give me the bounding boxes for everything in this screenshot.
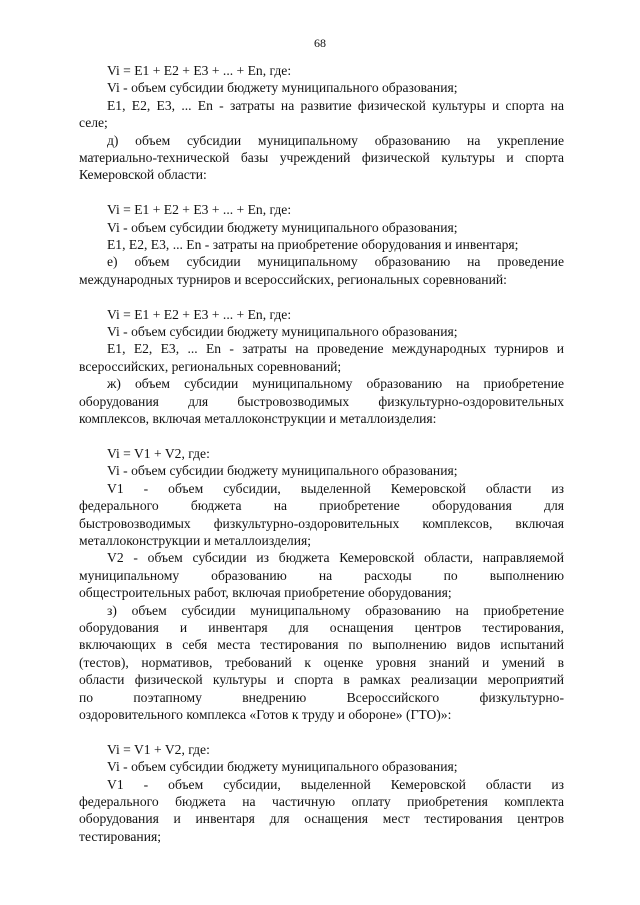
text-line: Vi = E1 + E2 + E3 + ... + En, где: xyxy=(107,63,292,78)
text-line: оборудования для быстровозводимых физкультурно-оздоровительных xyxy=(79,393,564,409)
text-line: быстровозводимых физкультурно-оздоровительных комплексов, включая xyxy=(79,515,564,531)
page-number: 68 xyxy=(314,36,326,50)
text-line: V1 - объем субсидии, выделенной Кемеровской области из xyxy=(107,480,564,496)
text-line: федерального бюджета на частичную оплату приобретения комплекта xyxy=(79,794,564,809)
text-line: Vi - объем субсидии бюджету муниципального образования; xyxy=(107,80,458,96)
text-line: области физической культуры и спорта в рамках реализации мероприятий xyxy=(79,672,564,688)
text-line: включающих в себя места тестирования по выполнению видов испытаний xyxy=(79,637,564,653)
text-line: Vi = V1 + V2, где: xyxy=(107,445,210,461)
blank-line xyxy=(79,288,564,305)
text-line: д) объем субсидии муниципальному образованию на укрепление xyxy=(107,132,564,148)
blank-line xyxy=(79,184,564,201)
text-line: федерального бюджета на приобретение оборудования для xyxy=(79,498,564,514)
text-line: оздоровительного комплекса «Готов к труду и обороне» (ГТО)»: xyxy=(79,706,452,722)
text-line: Vi - объем субсидии бюджету муниципального образования; xyxy=(107,324,458,340)
text-line: е) объем субсидии муниципальному образованию на проведение xyxy=(107,254,564,270)
text-line: Vi = E1 + E2 + E3 + ... + En, где: xyxy=(107,306,292,322)
text-line: E1, E2, E3, ... En - затраты на приобретение оборудования и инвентаря; xyxy=(107,237,519,253)
text-line: E1, E2, E3, ... En - затраты на проведение международных турниров и xyxy=(107,341,564,357)
text-line: общестроительных работ, включая приобретение оборудования; xyxy=(79,585,452,601)
text-line: V2 - объем субсидии из бюджета Кемеровской области, направляемой xyxy=(107,550,564,566)
text-line: муниципальному образованию на расходы по выполнению xyxy=(79,567,564,583)
text-line: оборудования и инвентаря для оснащения центров тестирования, xyxy=(79,619,564,635)
text-line: Vi = E1 + E2 + E3 + ... + En, где: xyxy=(107,202,292,218)
text-line: (тестов), нормативов, требований к оценке уровня знаний и умений в xyxy=(79,654,564,670)
text-line: комплексов, включая металлоконструкции и металлоизделия: xyxy=(79,411,437,427)
text-line: оборудования и инвентаря для оснащения мест тестирования центров xyxy=(79,811,564,827)
text-line: ж) объем субсидии муниципальному образованию на приобретение xyxy=(107,376,564,392)
text-line: по поэтапному внедрению Всероссийского физкультурно- xyxy=(79,689,564,705)
text-line: з) объем субсидии муниципальному образованию на приобретение xyxy=(107,602,564,618)
text-line: Кемеровской области: xyxy=(79,167,207,183)
text-line: Vi = V1 + V2, где: xyxy=(107,741,210,757)
text-line: Vi - объем субсидии бюджету муниципального образования; xyxy=(107,463,458,479)
text-line: селе; xyxy=(79,115,108,131)
text-line: международных турниров и всероссийских, региональных соревнований: xyxy=(79,271,507,287)
text-line: тестирования; xyxy=(79,828,162,844)
text-line: Vi - объем субсидии бюджету муниципального образования; xyxy=(107,759,458,775)
text-line: материально-технической базы учреждений физической культуры и спорта xyxy=(79,150,564,166)
text-line: E1, E2, E3, ... En - затраты на развитие физической культуры и спорта на xyxy=(107,97,564,113)
text-line: металлоконструкции и металлоизделия; xyxy=(79,532,311,548)
document-body xyxy=(79,62,564,845)
text-line: всероссийских, региональных соревнований; xyxy=(79,358,342,374)
blank-line xyxy=(79,723,564,740)
text-line: V1 - объем субсидии, выделенной Кемеровской области из xyxy=(107,776,564,792)
blank-line xyxy=(79,428,564,445)
text-line: Vi - объем субсидии бюджету муниципального образования; xyxy=(107,219,458,235)
